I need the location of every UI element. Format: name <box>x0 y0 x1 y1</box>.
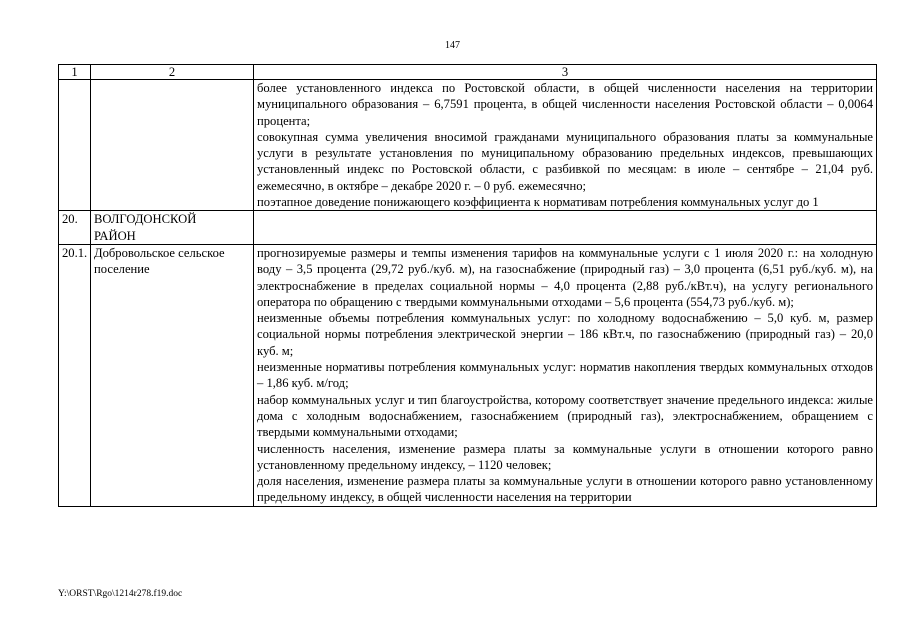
page-number: 147 <box>445 40 460 51</box>
paragraph: численность населения, изменение размера платы за коммунальные услуги в отношении которого равно установленному предельному индексу, – 1120 человек; <box>257 441 873 472</box>
paragraph: совокупная сумма увеличения вносимой гражданами муниципального образования платы за коммунальные услуги в результате установления по муниципальному образованию предельных индексов, превышающих установленный индекс по Ростовской области, с разбивкой по месяцам: в июле – сентябре – 21,04 руб. ежемесячно, в октябре – декабре 2020 г. – 0 руб. ежемесячно; <box>257 129 873 193</box>
district-name-cell <box>91 211 254 245</box>
table-row-continuation <box>59 80 877 211</box>
settlement-name-cell: Добровольское сельское поселение <box>91 244 254 506</box>
paragraph: неизменные нормативы потребления коммунальных услуг: норматив накопления твердых коммунальных отходов – 1,86 куб. м/год; <box>257 360 873 391</box>
row-description-cell <box>254 80 877 211</box>
paragraph: доля населения, изменение размера платы за коммунальные услуги в отношении которого равно установленному предельному индексу, в общей численности населения на территории <box>257 474 873 505</box>
district-name-line: РАЙОН <box>94 228 136 243</box>
table-row-settlement <box>59 244 877 506</box>
district-name-line: ВОЛГОДОНСКОЙ <box>94 212 197 227</box>
table-header-row <box>59 65 877 80</box>
document-table <box>58 64 877 507</box>
paragraph: поэтапное доведение понижающего коэффициента к нормативам потребления коммунальных услуг до 1 <box>257 195 819 210</box>
paragraph: неизменные объемы потребления коммунальных услуг: по холодному водоснабжению – 5,0 куб. м, размер социальной нормы потребления электрической энергии – 186 кВт.ч, по газоснабжению (природный газ) – 20,0 куб. м; <box>257 311 873 358</box>
row-number-cell: 20. <box>59 211 91 245</box>
column-header-3: 3 <box>254 65 877 80</box>
row-description-cell <box>254 211 877 245</box>
row-name-cell <box>91 80 254 211</box>
row-number-cell: 20.1. <box>59 244 91 506</box>
table-row-district <box>59 211 877 245</box>
row-description-cell <box>254 244 877 506</box>
column-header-2: 2 <box>91 65 254 80</box>
paragraph: прогнозируемые размеры и темпы изменения тарифов на коммунальные услуги с 1 июля 2020 г.: на холодную воду – 3,5 процента (29,72 руб./куб. м), на газоснабжение (природный газ) – 3,0 процента (6,51 руб./куб. м), на электроснабжение в пределах социальной нормы – 4,0 процента (2,88 руб./кВт.ч), на услугу регионального оператора по обращению с твердыми коммунальными отходами – 5,6 процента (554,73 руб./куб. м); <box>257 245 873 309</box>
paragraph: более установленного индекса по Ростовской области, в общей численности населения на территории муниципального образования – 6,7591 процента, в общей численности населения Ростовской области – 0,0064 процента; <box>257 81 873 128</box>
row-number-cell <box>59 80 91 211</box>
column-header-1: 1 <box>59 65 91 80</box>
footer-file-path: Y:\ORST\Rgo\1214r278.f19.doc <box>58 589 183 599</box>
paragraph: набор коммунальных услуг и тип благоустройства, которому соответствует значение предельного индекса: жилые дома с холодным водоснабжением, газоснабжением (природный газ), электроснабжением, обращением с твердыми коммунальными отходами; <box>257 392 873 440</box>
